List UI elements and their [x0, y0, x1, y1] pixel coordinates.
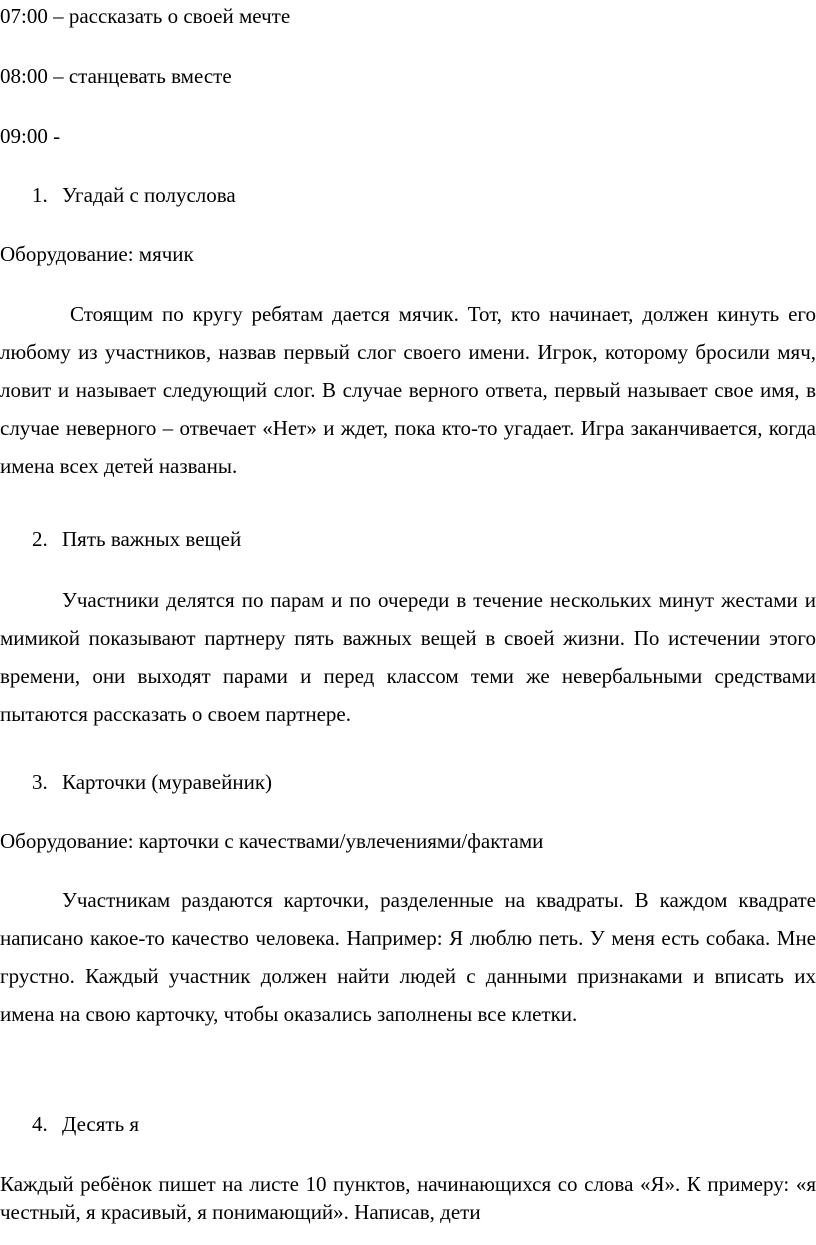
schedule-line-0700: 07:00 – рассказать о своей мечте [0, 4, 291, 28]
game-4-description: Каждый ребёнок пишет на листе 10 пунктов, начинающихся со слова «Я». К примеру: «я честный, я красивый, я понимающий». Написав, дети [0, 1172, 816, 1224]
game-4-heading [32, 1112, 139, 1136]
game-2-description: Участники делятся по парам и по очереди в течение нескольких минут жестами и мимикой показывают партнеру пять важных вещей в своей жизни. По истечении этого времени, они выходят парами и перед классом теми же невербальными средствами пытаются рассказать о своем партнере. [0, 588, 816, 726]
game-2-heading [32, 527, 241, 551]
game-4-title: Десять я [62, 1112, 140, 1136]
game-3-number: 3. [32, 770, 48, 794]
game-3-heading [32, 770, 272, 794]
game-1-title: Угадай с полуслова [62, 183, 236, 207]
schedule-line-0900: 09:00 - [0, 124, 61, 148]
game-2-title: Пять важных вещей [62, 527, 242, 551]
game-1-description: Стоящим по кругу ребятам дается мячик. Тот, кто начинает, должен кинуть его любому из участников, назвав первый слог своего имени. Игрок, которому бросили мяч, ловит и называет следующий слог. В случае верного ответа, первый называет свое имя, в случае неверного – отвечает «Нет» и ждет, пока кто-то угадает. Игра заканчивается, когда имена всех детей названы. [0, 302, 816, 478]
game-1-number: 1. [32, 183, 48, 207]
game-4-number: 4. [32, 1112, 48, 1136]
game-3-equipment: Оборудование: карточки с качествами/увлечениями/фактами [0, 829, 544, 853]
game-3-title: Карточки (муравейник) [62, 770, 273, 794]
game-2-number: 2. [32, 527, 48, 551]
game-1-equipment: Оборудование: мячик [0, 242, 194, 266]
game-3-description: Участникам раздаются карточки, разделенные на квадраты. В каждом квадрате написано какое-то качество человека. Например: Я люблю петь. У меня есть собака. Мне грустно. Каждый участник должен найти людей с данными признаками и вписать их имена на свою карточку, чтобы оказались заполнены все клетки. [0, 888, 816, 1026]
game-1-heading [32, 183, 236, 207]
schedule-line-0800: 08:00 – станцевать вместе [0, 64, 232, 88]
